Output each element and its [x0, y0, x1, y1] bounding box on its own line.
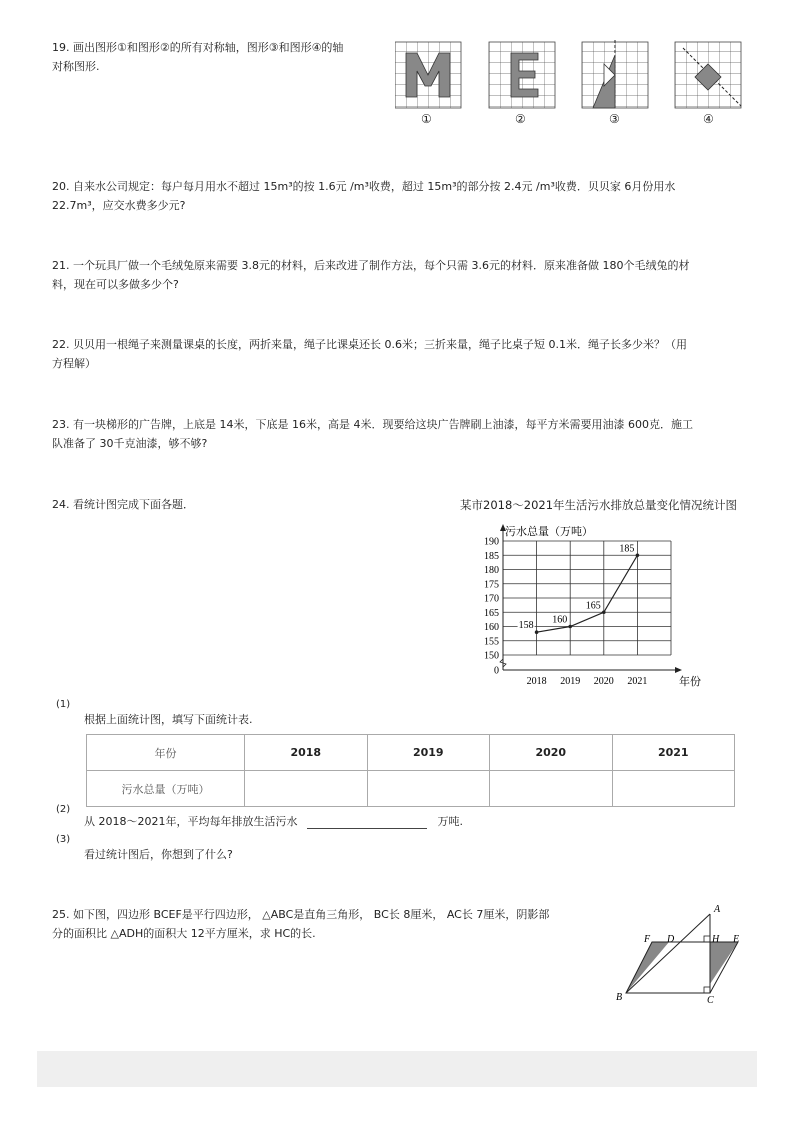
line-chart — [460, 518, 710, 690]
geometry-figure — [612, 900, 752, 1005]
question-24-intro: 24. 看统计图完成下面各题． — [52, 498, 194, 511]
sub-question-1-text: 根据上面统计图，填写下面统计表. — [84, 713, 253, 726]
x-tick-label: 2018 — [526, 676, 547, 687]
question-21-line1: 21. 一个玩具厂做一个毛绒兔原来需要 3.8元的材料，后来改进了制作方法，每个只需 3.6元的材料．原来准备做 180个毛绒兔的材 — [52, 259, 690, 272]
question-25 — [52, 905, 549, 943]
table-year-2021: 2021 — [612, 735, 735, 771]
question-21 — [52, 256, 689, 294]
data-point — [602, 610, 606, 614]
x-axis-label: 年份 — [679, 675, 701, 688]
table-year-2018: 2018 — [245, 735, 368, 771]
data-label: 165 — [585, 600, 601, 612]
y-tick-label: 165 — [484, 607, 499, 619]
question-23-line1: 23. 有一块梯形的广告牌，上底是 14米，下底是 16米，高是 4米．现要给这块广告牌刷上油漆，每平方米需要用油漆 600克．施工 — [52, 418, 693, 431]
footer-bar — [37, 1051, 757, 1087]
sub-question-3-text: 看过统计图后，你想到了什么? — [84, 848, 233, 861]
table-cell-blank[interactable] — [245, 771, 368, 807]
question-20 — [52, 177, 675, 215]
table-row — [87, 735, 735, 771]
x-axis-arrow — [675, 667, 682, 673]
answer-blank[interactable] — [307, 816, 427, 829]
y-tick-label: 170 — [484, 593, 499, 605]
table-header-year: 年份 — [87, 735, 245, 771]
question-20-line2: 22.7m³，应交水费多少元? — [52, 199, 186, 212]
question-23-line2: 队准备了 30千克油漆，够不够? — [52, 437, 208, 450]
y-tick-label: 180 — [484, 565, 499, 576]
table-year-2019: 2019 — [367, 735, 490, 771]
data-label: 160 — [552, 614, 568, 626]
data-point — [636, 553, 640, 557]
sub-question-3 — [56, 834, 756, 861]
table-cell-blank[interactable] — [490, 771, 613, 807]
y-tick-label: 160 — [484, 622, 499, 633]
y-tick-label: 175 — [484, 579, 499, 591]
question-25-line2: 分的面积比 △ADH的面积大 12平方厘米，求 HC的长. — [52, 927, 316, 940]
point-label-h: H — [712, 934, 720, 945]
point-label-e: E — [733, 934, 740, 945]
question-19-line1: 19. 画出图形①和图形②的所有对称轴，图形③和图形④的轴 — [52, 41, 344, 54]
question-22-line1: 22. 贝贝用一根绳子来测量课桌的长度，两折来量，绳子比课桌还长 0.6米；三折来量，绳子比桌子短 0.1米．绳子长多少米？（用 — [52, 338, 687, 351]
statistics-table — [86, 734, 735, 807]
figure-1-grid — [395, 42, 461, 108]
question-20-line1: 20. 自来水公司规定：每户每月用水不超过 15m³的按 1.6元 /m³收费，超过 15m³的部分按 2.4元 /m³收费．贝贝家 6月份用水 — [52, 180, 676, 193]
y-tick-label: 185 — [484, 550, 499, 562]
question-19-line2: 对称图形. — [52, 60, 100, 73]
sub-question-1-number: (1) — [56, 699, 71, 710]
sub-question-2-text: 从 2018～2021年，平均每年排放生活污水 — [84, 815, 298, 828]
y-tick-label: 190 — [484, 536, 499, 548]
data-point — [535, 630, 539, 634]
question-25-line1: 25. 如下图，四边形 BCEF是平行四边形， △ABC是直角三角形， BC长 8厘米， AC长 7厘米，阴影部 — [52, 908, 550, 921]
y-tick-label: 0 — [494, 665, 499, 677]
sub-question-1 — [56, 699, 756, 726]
question-19 — [52, 38, 343, 76]
table-cell-blank[interactable] — [367, 771, 490, 807]
sub-question-2-unit: 万吨. — [437, 815, 463, 828]
figure-label-1: ① — [421, 112, 432, 126]
data-label: 158 — [518, 620, 534, 632]
sub-question-2 — [56, 804, 756, 830]
sub-question-2-number: (2) — [56, 804, 71, 815]
point-label-c: C — [707, 995, 714, 1005]
point-label-a: A — [714, 904, 721, 915]
table-header-sewage: 污水总量（万吨） — [87, 771, 245, 807]
question-21-line2: 料，现在可以多做多少个? — [52, 278, 179, 291]
question-22 — [52, 335, 687, 373]
figure-label-2: ② — [515, 112, 526, 126]
x-tick-label: 2020 — [593, 676, 614, 687]
point-label-f: F — [644, 934, 651, 945]
y-tick-label: 155 — [484, 636, 499, 648]
point-label-b: B — [616, 992, 623, 1003]
point-label-d: D — [667, 934, 675, 945]
table-row — [87, 771, 735, 807]
chart-title: 某市2018～2021年生活污水排放总量变化情况统计图 — [460, 498, 738, 512]
figure-label-3: ③ — [609, 112, 620, 126]
y-tick-label: 150 — [484, 650, 499, 662]
figure-label-4: ④ — [703, 112, 714, 126]
table-year-2020: 2020 — [490, 735, 613, 771]
figure-2-grid — [489, 42, 555, 108]
y-axis-label: 污水总量（万吨） — [505, 525, 593, 538]
question-23 — [52, 415, 693, 453]
data-point — [568, 625, 572, 629]
symmetry-figures — [395, 40, 745, 130]
data-label: 185 — [619, 543, 635, 555]
figure-4-grid — [675, 42, 741, 108]
question-22-line2: 方程解） — [52, 357, 96, 370]
figure-3-grid — [582, 40, 648, 108]
sub-question-3-number: (3) — [56, 834, 71, 845]
table-cell-blank[interactable] — [612, 771, 735, 807]
x-tick-label: 2019 — [560, 676, 581, 687]
x-tick-label: 2021 — [627, 676, 648, 687]
